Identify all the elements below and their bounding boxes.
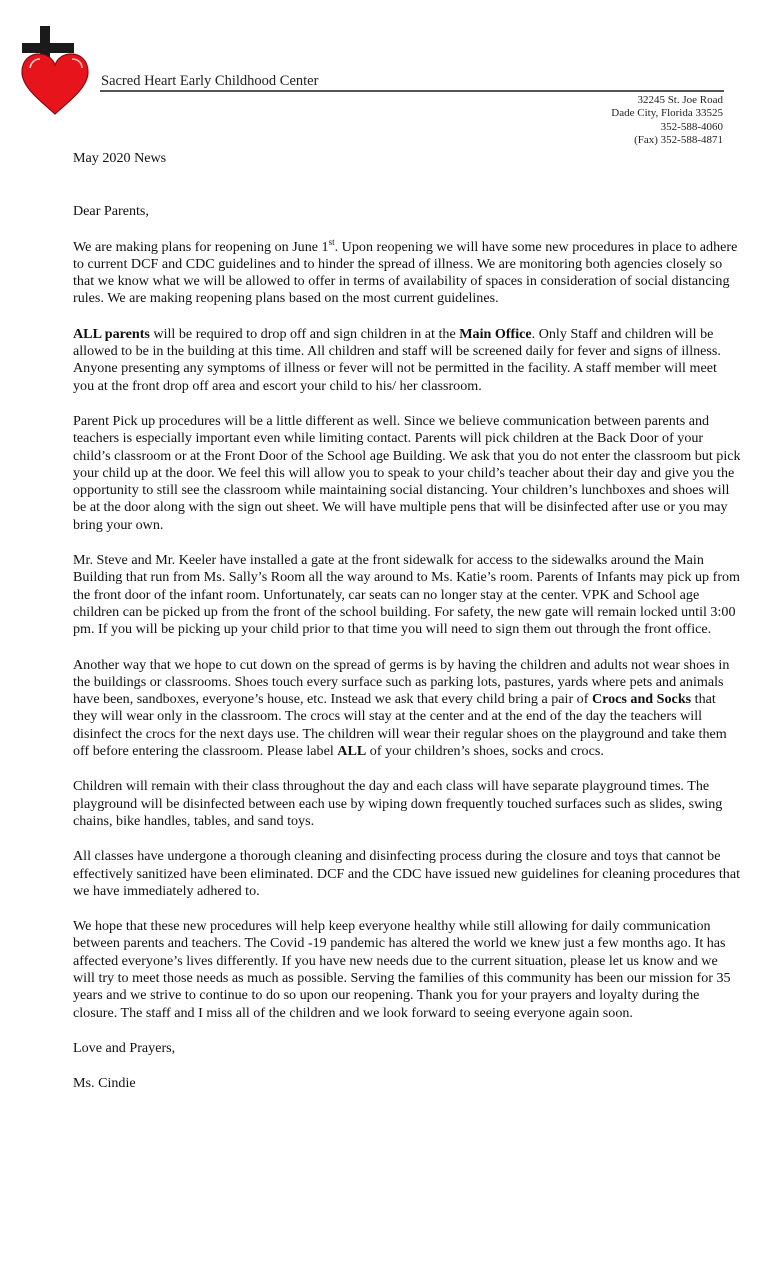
signature: Ms. Cindie [73,1075,136,1092]
city-address: Dade City, Florida 33525 [611,107,723,120]
paragraph-cleaning: All classes have undergone a thorough cleaning and disinfecting process during the closure and toys that cannot be effectively sanitized have been eliminated. DCF and the CDC have issued new guidelines for cleaning procedures that we have immediately adhered to. [73,848,741,899]
phone-number: 352-588-4060 [660,120,723,133]
salutation: Dear Parents, [73,203,149,220]
paragraph-reopening: We are making plans for reopening on June 1st. Upon reopening we will have some new procedures in place to adhere to current DCF and CDC guidelines and to hinder the spread of illness. We are monitoring both agencies closely so that we know what we will be allowed to offer in terms of availability of spaces in consideration of social distancing rules. We are making reopening plans based on the most current guidelines. [73,236,738,307]
address-block [611,94,723,147]
org-name: Sacred Heart Early Childhood Center [101,73,319,89]
paragraph-pick-up: Parent Pick up procedures will be a little different as well. Since we believe communication between parents and teachers is especially important even while limiting contact. Parents will pick children at the Back Door of your child’s classroom or at the Front Door of the School age Building. We ask that you do not enter the classroom but pick your child up at the door. We feel this will allow you to speak to your child’s teacher about their day and give you the opportunity to still see the classroom while maintaining social distancing. Your children’s lunchboxes and shoes will be at the door along with the sign out sheet. We will have multiple pens that will be disinfected after use or you may bring your own. [73,412,741,533]
fax-number: (Fax) 352-588-4871 [634,133,723,146]
date-line: May 2020 News [73,150,167,166]
header-divider [100,90,724,92]
letter-body [73,150,741,1110]
street-address: 32245 St. Joe Road [637,94,723,106]
closing: Love and Prayers, [73,1039,176,1056]
cross-heart-logo-icon [20,26,92,118]
paragraph-shoes: Another way that we hope to cut down on the spread of germs is by having the children and adults not wear shoes in the buildings or classrooms. Shoes touch every surface such as parking lots, pastures, yards where pets and animals have been, sandboxes, everyone’s house, etc. Instead we ask that every child bring a pair of Crocs and Socks that they will wear only in the classroom. The crocs will stay at the center and at the end of the day the teachers will disinfect the crocs for the next days use. The children will wear their regular shoes on the playground and take them off before entering the classroom. Please label ALL of your children’s shoes, socks and crocs. [73,656,730,760]
paragraph-playground: Children will remain with their class throughout the day and each class will have separate playground times. The playground will be disinfected between each use by wiping down frequently touched surfaces such as slides, swing chains, bike handles, tables, and sand toys. [73,778,723,829]
paragraph-closing-remarks: We hope that these new procedures will help keep everyone healthy while still allowing for daily communication between parents and teachers. The Covid -19 pandemic has altered the world we knew just a few months ago. It has affected everyone’s lives differently. If you have new needs due to the current situation, please let us know and we will try to meet those needs as much as possible. Serving the families of this community has been our mission for 35 years and we strive to continue to do so upon our reopening. Thank you for your prayers and loyalty during the closure. The staff and I miss all of the children and we look forward to seeing everyone again soon. [73,918,731,1021]
paragraph-drop-off: ALL parents will be required to drop off and sign children in at the Main Office. Only Staff and children will be allowed to be in the building at this time. All children and staff will be screened daily for fever and signs of illness. Anyone presenting any symptoms of illness or fever will not be permitted in the facility. A staff member will meet you at the front drop off area and escort your child to his/ her classroom. [73,325,721,394]
paragraph-gate: Mr. Steve and Mr. Keeler have installed a gate at the front sidewalk for access to the sidewalks around the Main Building that run from Ms. Sally’s Room all the way around to Ms. Katie’s room. Parents of Infants may pick up from the front door of the infant room. Unfortunately, car seats can no longer stay at the center. VPK and School age children can be picked up from the front of the school building. For safety, the new gate will remain locked until 3:00 pm. If you will be picking up your child prior to that time you will need to sign them out through the front office. [73,552,741,638]
